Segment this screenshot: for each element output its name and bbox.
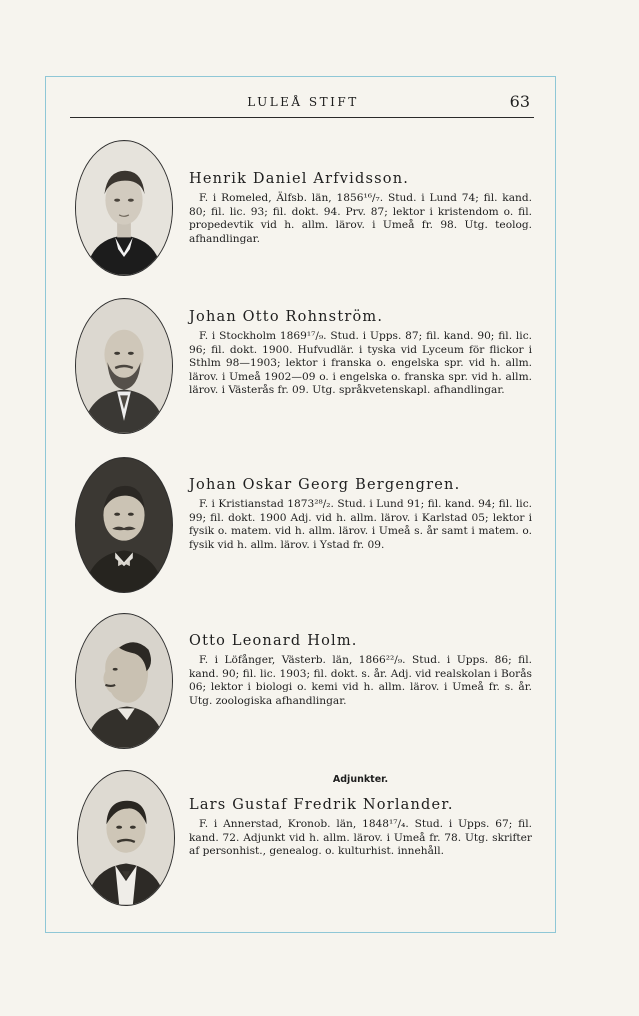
portrait-photo: [75, 457, 173, 593]
biography-text: F. i Kristianstad 1873²⁸/₂. Stud. i Lund 91; fil. kand. 94; fil. lic. 99; fil. dokt. 1900 Adj. vid h. allm. lärov. i Karlstad 05; lektor i fysik o. matem. vid h. allm. lärov. i Umeå s. år samt i matem. o. fysik vid h. allm. lärov. i Ystad fr. 09.: [189, 498, 532, 551]
portrait-photo: [75, 140, 173, 276]
person-name: Henrik Daniel Arfvidsson.: [189, 171, 410, 187]
biography-text: F. i Annerstad, Kronob. län, 1848¹⁷/₄. Stud. i Upps. 67; fil. kand. 72. Adjunkt vid h. allm. lärov. i Umeå fr. 78. Utg. skrifter af personhist., genealog. o. kulturhist. innehåll.: [189, 818, 532, 857]
biography-entry: [189, 476, 532, 552]
page-number: 63: [509, 92, 530, 111]
portrait-photo: [75, 613, 173, 749]
biography-entry: [189, 632, 532, 708]
biography-entry: [189, 796, 532, 859]
page-header: [70, 92, 536, 116]
section-heading: Adjunkter.: [332, 774, 389, 785]
portrait-photo-image: [76, 614, 172, 748]
header-rule: [70, 117, 534, 118]
portrait-photo-image: [78, 771, 174, 905]
person-name: Johan Oskar Georg Bergengren.: [189, 477, 461, 493]
portrait-photo-image: [76, 299, 172, 433]
biography-text: F. i Romeled, Älfsb. län, 1856¹⁶/₇. Stud. i Lund 74; fil. kand. 80; fil. lic. 93; fil. dokt. 94. Prv. 87; lektor i kristendom o. fil. propedevtik vid h. allm. lärov. i Umeå fr. 98. Utg. teolog. afhandlingar.: [189, 192, 532, 245]
running-title: LULEÅ STIFT: [247, 95, 359, 109]
portrait-photo: [75, 298, 173, 434]
portrait-photo: [77, 770, 175, 906]
biography-text: F. i Löfånger, Västerb. län, 1866²²/₉. Stud. i Upps. 86; fil. kand. 90; fil. lic. 1903; fil. dokt. s. år. Adj. vid realskolan i Borås 06; lektor i biologi o. kemi vid h. allm. lärov. i Umeå fr. s. år. Utg. zoologiska afhandlingar.: [189, 654, 532, 707]
person-name: Lars Gustaf Fredrik Norlander.: [189, 797, 454, 813]
biography-text: F. i Stockholm 1869¹⁷/₉. Stud. i Upps. 87; fil. kand. 90; fil. lic. 96; fil. dokt. 1900. Hufvudlär. i tyska vid Lyceum för flickor i Sthlm 98—1903; lektor i franska o. engelska spr. vid h. allm. lärov. i Umeå 1902—09 o. i engelska o. franska spr. vid h. allm. lärov. i Västerås fr. 09. Utg. språkvetenskapl. afhandlingar.: [189, 330, 532, 396]
biography-entry: [189, 308, 532, 398]
person-name: Otto Leonard Holm.: [189, 633, 358, 649]
portrait-photo-image: [76, 458, 172, 592]
biography-entry: [189, 170, 532, 246]
person-name: Johan Otto Rohnström.: [189, 309, 384, 325]
portrait-photo-image: [76, 141, 172, 275]
